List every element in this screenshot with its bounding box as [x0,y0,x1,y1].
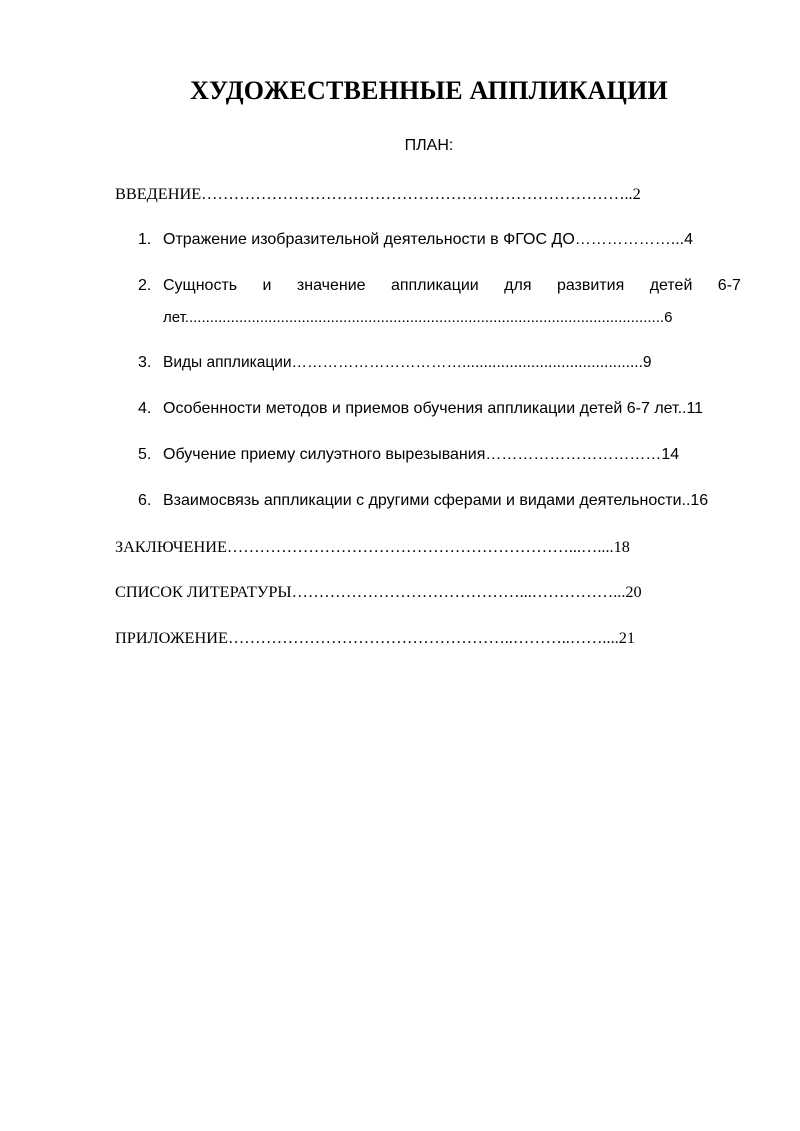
toc-item-number: 6. [138,492,152,509]
toc-item-number: 4. [138,400,152,417]
toc-item-2-word: развития [556,277,625,294]
toc-item-3: Виды аппликации……………………………..........................................9 [163,354,652,371]
toc-item-2-word: аппликации [390,277,479,294]
toc-intro: ВВЕДЕНИЕ……………………………………………………………………..2 [115,184,641,203]
toc-item-2-word: значение [296,277,366,294]
toc-item-2-word: и [262,277,272,294]
toc-item-number: 3. [138,354,152,371]
toc-item-2-word: детей [649,277,693,294]
toc-item-2-word: Сущность [163,277,238,294]
plan-heading: ПЛАН: [404,137,454,154]
toc-item-1: Отражение изобразительной деятельности в ФГОС ДО………………...4 [163,231,694,248]
toc-item-number: 5. [138,446,152,463]
toc-item-number: 1. [138,231,152,248]
toc-item-number: 2. [138,277,152,294]
toc-item-2-word: для [504,277,532,294]
toc-item-2-line-2: лет...................................................................................................................6 [163,309,673,326]
toc-references: СПИСОК ЛИТЕРАТУРЫ……………………………………...……………...20 [115,582,642,601]
document-title: ХУДОЖЕСТВЕННЫЕ АППЛИКАЦИИ [190,76,668,105]
toc-conclusion: ЗАКЛЮЧЕНИЕ………………………………………………………...…....18 [115,537,630,556]
toc-item-5: Обучение приему силуэтного вырезывания……………………………14 [163,446,680,463]
toc-item-2-word: 6-7 [717,277,741,294]
toc-item-6: Взаимосвязь аппликации с другими сферами и видами деятельности..16 [163,492,709,509]
toc-appendix: ПРИЛОЖЕНИЕ……………………………………………..………..……....21 [115,628,635,647]
toc-item-2-line-1 [163,276,741,296]
toc-item-4: Особенности методов и приемов обучения аппликации детей 6-7 лет..11 [163,400,704,417]
